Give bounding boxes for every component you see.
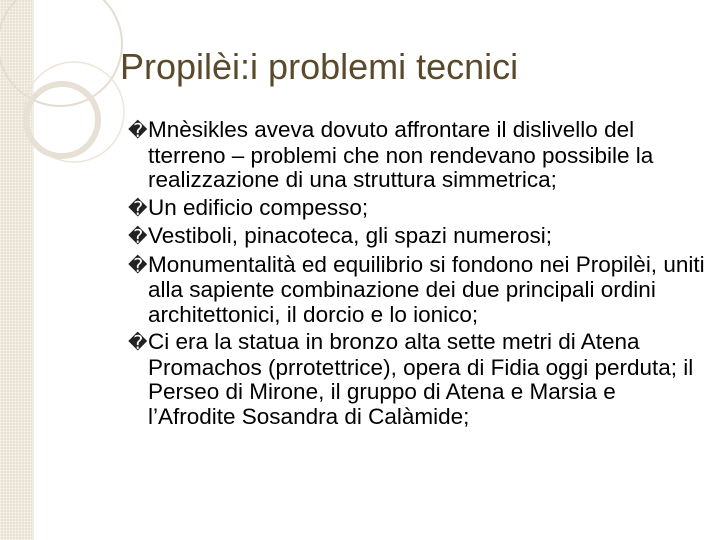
bullet-item — [128, 224, 708, 250]
bullet-icon: � — [128, 197, 148, 220]
slide-title: Propilèi:i problemi tecnici — [120, 46, 519, 87]
bullet-text: Un edificio compesso; — [148, 194, 369, 220]
bullet-icon: � — [128, 332, 148, 354]
bullet-icon: � — [128, 254, 148, 277]
bullet-list — [128, 118, 708, 432]
bullet-item — [128, 330, 708, 429]
bullet-icon: � — [128, 226, 148, 248]
bullet-item — [128, 118, 708, 193]
bullet-text: Monumentalità ed equilibrio si fondono nei Propilèi, uniti alla sapiente combinazione dei due principali ordini architettonici, il dorcio e lo ionico; — [148, 251, 705, 327]
deco-circle-large — [0, 0, 122, 106]
deco-circle-ring — [26, 84, 98, 156]
bullet-item — [128, 253, 708, 328]
bullet-text: Ci era la statua in bronzo alta sette metri di Atena Promachos (prrotettrice), opera di Fidia oggi perduta; il Perseo di Mirone, il gruppo di Atena e Marsia e l’Afrodite Sosandra di Calàmide; — [148, 329, 694, 429]
bullet-text: Mnèsikles aveva dovuto affrontare il dislivello del tterreno – problemi che non rendevano possibile la realizzazione di una struttura simmetrica; — [148, 117, 654, 192]
bullet-item — [128, 196, 708, 222]
bullet-text: Vestiboli, pinacoteca, gli spazi numerosi; — [148, 223, 552, 248]
bullet-icon: � — [128, 120, 148, 142]
